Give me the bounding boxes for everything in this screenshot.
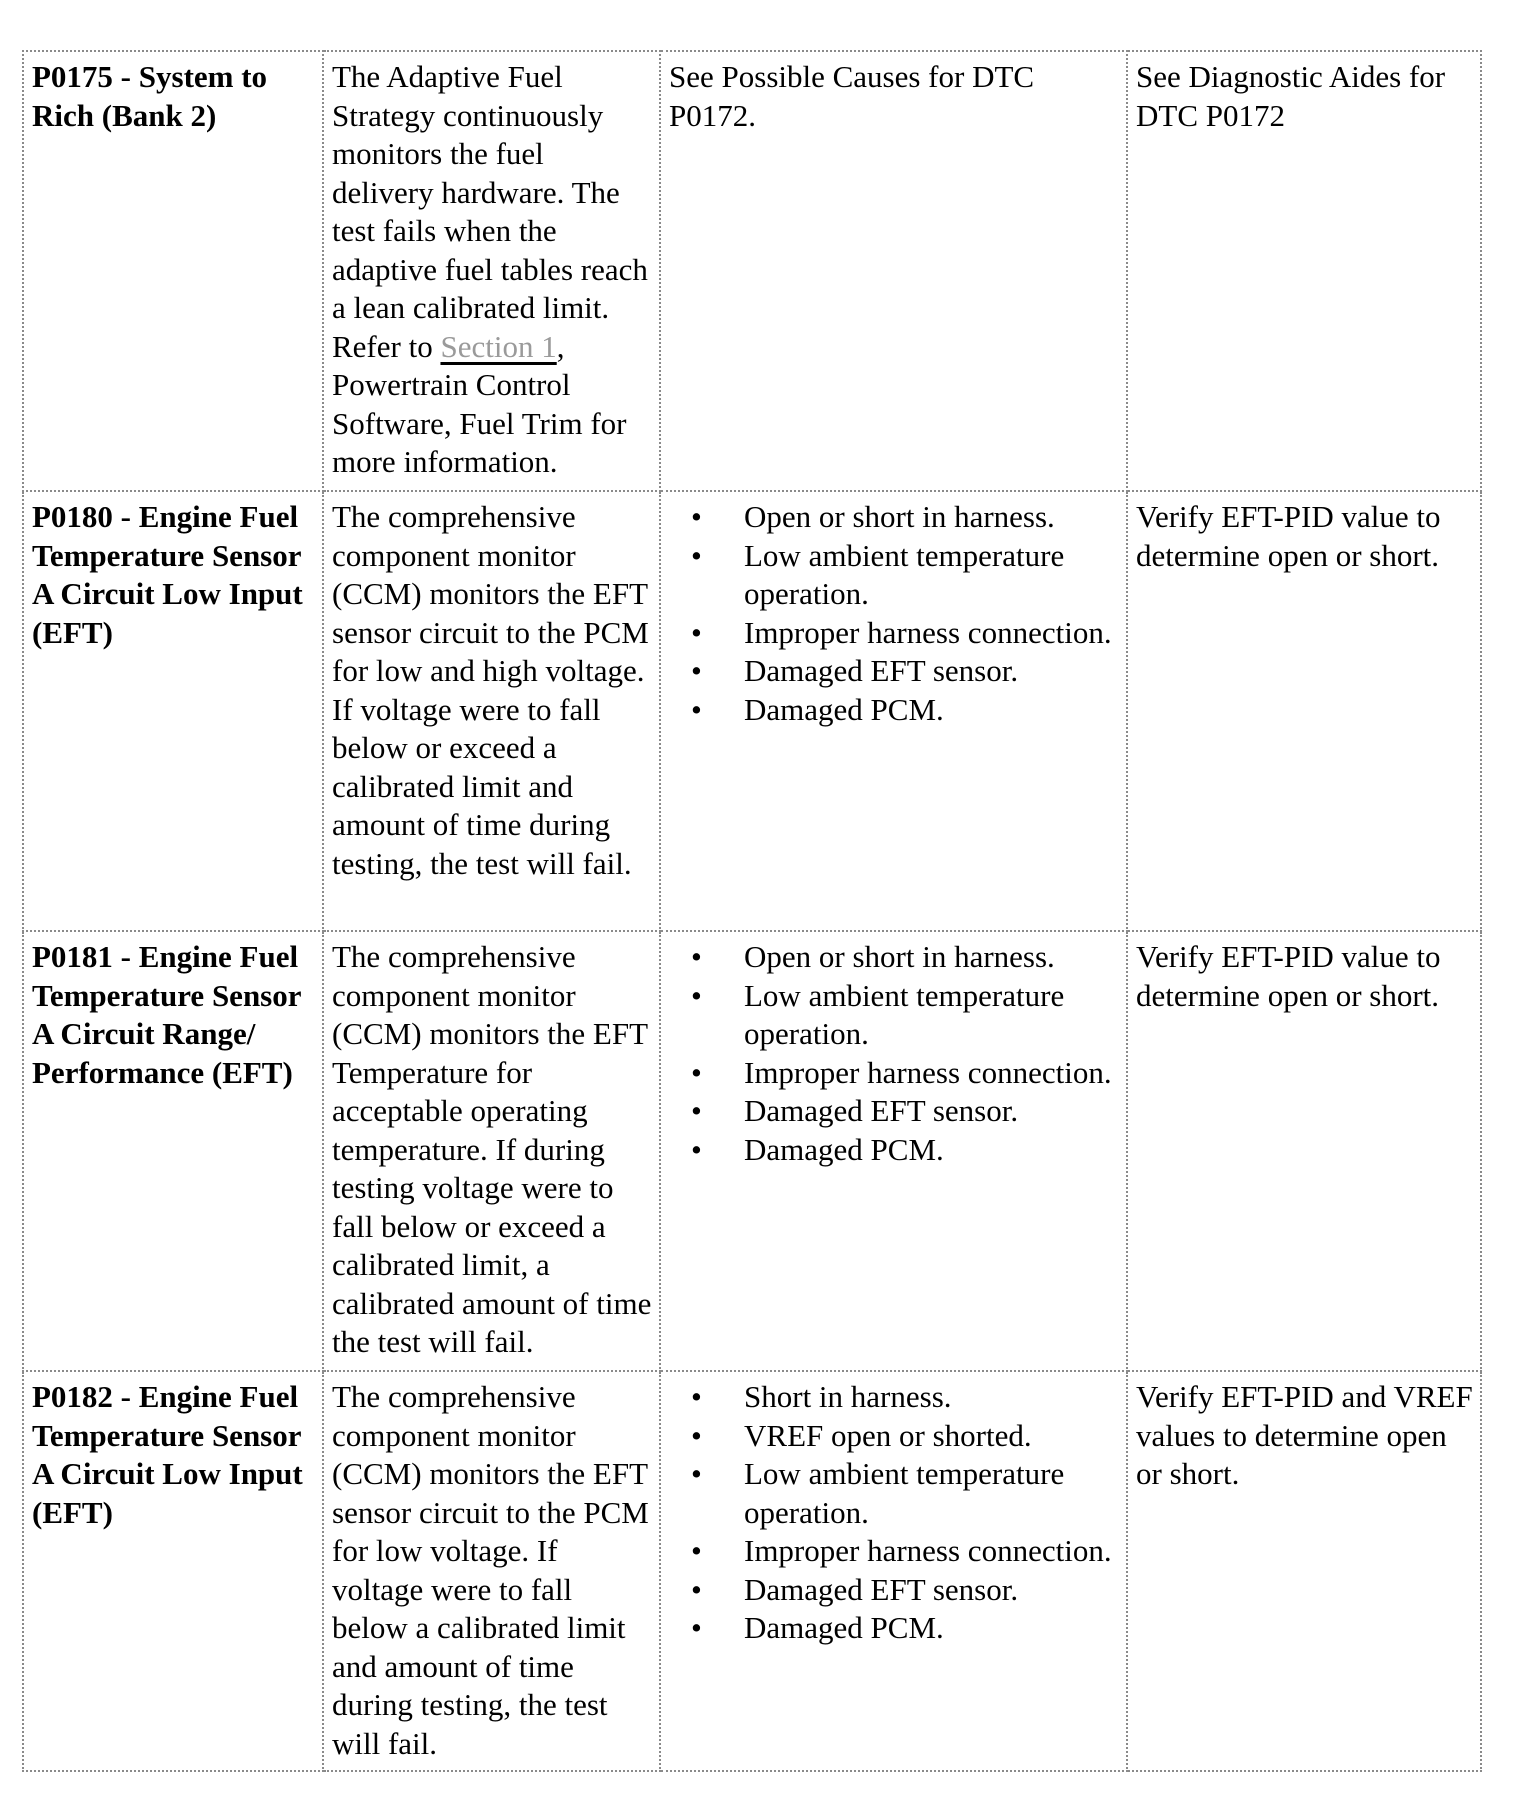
dtc-code: P0182 - Engine Fuel Temperature Sensor A Circuit Low Input (EFT): [32, 1379, 303, 1530]
list-item: • Damaged EFT sensor.: [744, 1571, 1120, 1610]
dtc-code-cell: [23, 931, 323, 1371]
dtc-code-cell: [23, 491, 323, 931]
possible-causes-list: [669, 938, 1120, 1169]
table-row: [23, 931, 1481, 1371]
description-text: The comprehensive component monitor (CCM) monitors the EFT Temperature for acceptable operating temperature. If during testing voltage were to fall below or exceed a calibrated limit, a calibrated amount of time the test will fail.: [332, 939, 652, 1359]
diagnostic-aides-cell: [1127, 1371, 1481, 1771]
description-text: The Adaptive Fuel Strategy continuously monitors the fuel delivery hardware. The test fails when the adaptive fuel tables reach a lean calibrated limit. Refer to: [332, 59, 648, 364]
diagnostic-aides-text: Verify EFT-PID and VREF values to determine open or short.: [1136, 1379, 1473, 1491]
table-row: [23, 51, 1481, 491]
list-item: • Damaged PCM.: [744, 691, 1120, 730]
section-1-link[interactable]: Section 1: [440, 328, 557, 364]
list-item: • Damaged PCM.: [744, 1609, 1120, 1648]
diagnostic-aides-text: Verify EFT-PID value to determine open or short.: [1136, 499, 1441, 573]
diagnostic-aides-text: See Diagnostic Aides for DTC P0172: [1136, 59, 1446, 133]
list-item: • Short in harness.: [744, 1378, 1120, 1417]
list-item: • Low ambient temperature operation.: [744, 1455, 1120, 1532]
possible-causes-cell: [660, 51, 1127, 491]
dtc-code: P0180 - Engine Fuel Temperature Sensor A Circuit Low Input (EFT): [32, 499, 303, 650]
possible-causes-cell: [660, 491, 1127, 931]
list-item: • VREF open or shorted.: [744, 1417, 1120, 1456]
diagnostic-aides-text: Verify EFT-PID value to determine open or short.: [1136, 939, 1441, 1013]
diagnostic-aides-cell: [1127, 931, 1481, 1371]
list-item: • Low ambient temperature operation.: [744, 977, 1120, 1054]
list-item: • Open or short in harness.: [744, 938, 1120, 977]
dtc-code: P0175 - System to Rich (Bank 2): [32, 59, 268, 133]
dtc-code-cell: [23, 51, 323, 491]
list-item: • Improper harness connection.: [744, 1054, 1120, 1093]
dtc-table: [22, 50, 1482, 1772]
description-text: The comprehensive component monitor (CCM) monitors the EFT sensor circuit to the PCM for low voltage. If voltage were to fall below a calibrated limit and amount of time during testing, the test will fail.: [332, 1379, 649, 1761]
list-item: • Damaged PCM.: [744, 1131, 1120, 1170]
dtc-code-cell: [23, 1371, 323, 1771]
possible-causes-cell: [660, 931, 1127, 1371]
description-text: The comprehensive component monitor (CCM) monitors the EFT sensor circuit to the PCM for low and high voltage. If voltage were to fall below or exceed a calibrated limit and amount of time during testing, the test will fail.: [332, 499, 649, 881]
description-cell: [323, 1371, 660, 1771]
description-text-continued: , Powertrain Control Software, Fuel Trim for more information.: [332, 328, 627, 479]
list-item: • Damaged EFT sensor.: [744, 652, 1120, 691]
list-item: • Low ambient temperature operation.: [744, 537, 1120, 614]
dtc-code: P0181 - Engine Fuel Temperature Sensor A Circuit Range/ Performance (EFT): [32, 939, 301, 1090]
diagnostic-aides-cell: [1127, 51, 1481, 491]
list-item: • Damaged EFT sensor.: [744, 1092, 1120, 1131]
possible-causes-list: [669, 1378, 1120, 1648]
diagnostic-aides-cell: [1127, 491, 1481, 931]
list-item: • Improper harness connection.: [744, 1532, 1120, 1571]
possible-causes-list: [669, 498, 1120, 729]
table-row: [23, 491, 1481, 931]
possible-causes-text: See Possible Causes for DTC P0172.: [669, 59, 1035, 133]
description-cell: [323, 491, 660, 931]
list-item: • Open or short in harness.: [744, 498, 1120, 537]
list-item: • Improper harness connection.: [744, 614, 1120, 653]
possible-causes-cell: [660, 1371, 1127, 1771]
description-cell: [323, 931, 660, 1371]
description-cell: [323, 51, 660, 491]
table-row: [23, 1371, 1481, 1771]
